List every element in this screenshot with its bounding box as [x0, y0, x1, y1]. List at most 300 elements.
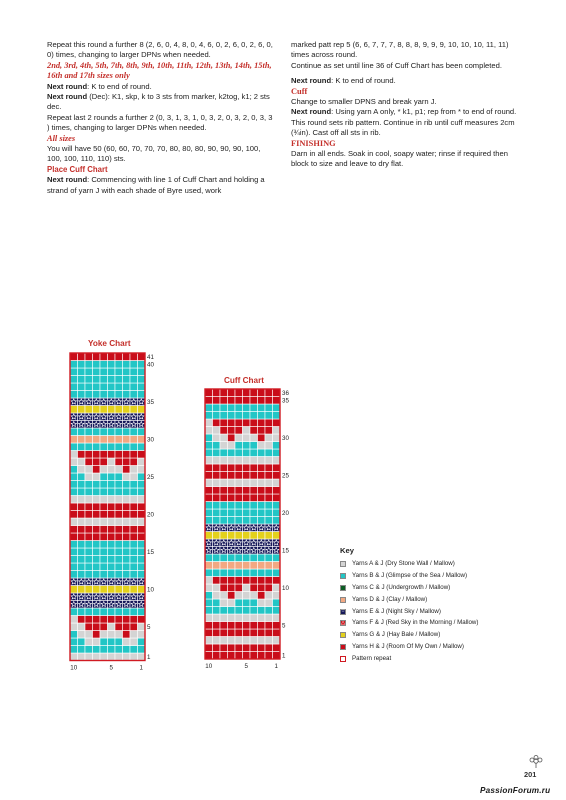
chart-cell [228, 509, 236, 517]
chart-cell [78, 361, 86, 369]
chart-cell [93, 526, 101, 534]
chart-cell [70, 631, 78, 639]
chart-cell [265, 509, 273, 517]
chart-cell [108, 556, 116, 564]
chart-cell [93, 376, 101, 384]
chart-cell [100, 533, 108, 541]
paragraph: Darn in all ends. Soak in cool, soapy water; rinse if required then block to size and leave to dry flat. [291, 149, 508, 169]
chart-cell [70, 586, 78, 594]
chart-cell [258, 532, 266, 540]
chart-cell [130, 481, 138, 489]
chart-cell [213, 479, 221, 487]
chart-cell [115, 443, 123, 451]
chart-cell [93, 511, 101, 519]
chart-cell [220, 457, 228, 465]
chart-cell [108, 406, 116, 414]
chart-cell [243, 502, 251, 510]
chart-cell [220, 389, 228, 397]
chart-cell [250, 472, 258, 480]
row-label: 25 [282, 472, 289, 480]
chart-cell [130, 616, 138, 624]
section-heading: All sizes [47, 133, 76, 143]
chart-cell [205, 404, 213, 412]
chart-cell [85, 653, 93, 661]
chart-cell [130, 638, 138, 646]
chart-cell [265, 472, 273, 480]
chart-cell [213, 472, 221, 480]
chart-cell [85, 526, 93, 534]
chart-cell [258, 412, 266, 420]
row-label: 36 [282, 390, 289, 398]
chart-cell [235, 614, 243, 622]
chart-cell [243, 457, 251, 465]
chart-cell [250, 449, 258, 457]
chart-cell [265, 614, 273, 622]
chart-cell [123, 436, 131, 444]
cuff-chart [205, 389, 305, 674]
chart-cell [70, 383, 78, 391]
chart-cell [258, 629, 266, 637]
chart-cell [108, 518, 116, 526]
chart-cell [243, 494, 251, 502]
chart-cell [115, 451, 123, 459]
chart-cell [235, 427, 243, 435]
chart-cell [265, 562, 273, 570]
chart-cell [108, 571, 116, 579]
chart-cell [213, 584, 221, 592]
chart-cell [273, 554, 281, 562]
chart-cell [205, 494, 213, 502]
chart-cell [115, 638, 123, 646]
chart-cell [70, 458, 78, 466]
chart-cell [243, 599, 251, 607]
chart-cell [115, 436, 123, 444]
chart-cell [130, 541, 138, 549]
chart-cell [138, 533, 146, 541]
chart-cell [243, 554, 251, 562]
chart-cell [85, 353, 93, 361]
chart-cell [273, 607, 281, 615]
chart-cell [138, 406, 146, 414]
paragraph: Continue as set until line 36 of Cuff Chart has been completed. [291, 60, 502, 70]
column-label: 5 [244, 663, 248, 670]
chart-cell [228, 442, 236, 450]
chart-cell [205, 472, 213, 480]
chart-cell [235, 644, 243, 652]
chart-cell [85, 451, 93, 459]
chart-cell [70, 451, 78, 459]
paragraph [291, 76, 521, 86]
chart-cell [250, 457, 258, 465]
chart-cell [93, 496, 101, 504]
row-label: 1 [147, 654, 151, 662]
chart-cell [78, 541, 86, 549]
row-label: 30 [282, 435, 289, 443]
chart-cell [273, 599, 281, 607]
chart-cell [100, 653, 108, 661]
chart-cell [243, 644, 251, 652]
color-swatch: △ [341, 619, 345, 626]
chart-cell [273, 442, 281, 450]
chart-cell [93, 608, 101, 616]
chart-cell [228, 494, 236, 502]
chart-cell [258, 427, 266, 435]
paragraph [47, 175, 277, 196]
chart-cell [138, 616, 146, 624]
chart-cell [130, 488, 138, 496]
chart-cell [235, 562, 243, 570]
chart-cell [273, 449, 281, 457]
chart-cell [85, 563, 93, 571]
chart-cell [250, 652, 258, 660]
chart-cell [250, 614, 258, 622]
chart-cell [115, 586, 123, 594]
chart-cell [78, 616, 86, 624]
flower-ornament-icon [526, 755, 546, 769]
chart-cell [213, 607, 221, 615]
chart-cell [250, 562, 258, 570]
chart-cell [258, 599, 266, 607]
chart-cell [138, 518, 146, 526]
chart-cell [130, 353, 138, 361]
chart-cell [220, 419, 228, 427]
chart-cell [265, 629, 273, 637]
chart-cell [100, 488, 108, 496]
chart-cell [100, 503, 108, 511]
chart-cell [138, 443, 146, 451]
chart-cell [228, 577, 236, 585]
chart-cell [243, 652, 251, 660]
chart-cell [123, 653, 131, 661]
chart-cell [130, 443, 138, 451]
chart-cell [243, 389, 251, 397]
chart-cell [265, 502, 273, 510]
chart-cell [123, 361, 131, 369]
chart-cell [250, 607, 258, 615]
chart-cell [235, 397, 243, 405]
chart-cell [93, 436, 101, 444]
chart-cell [258, 644, 266, 652]
chart-cell [85, 623, 93, 631]
chart-cell [205, 427, 213, 435]
chart-cell [138, 488, 146, 496]
chart-cell [213, 592, 221, 600]
chart-cell [85, 466, 93, 474]
chart-cell [273, 389, 281, 397]
chart-cell [265, 404, 273, 412]
key-item [340, 617, 478, 629]
chart-cell [243, 479, 251, 487]
chart-cell [115, 406, 123, 414]
chart-cell [115, 488, 123, 496]
chart-cell [100, 646, 108, 654]
chart-cell [213, 517, 221, 525]
paragraph: marked patt rep 5 (6, 6, 7, 7, 7, 8, 8, 8, 9, 9, 9, 10, 10, 10, 11, 11) times across round. [291, 40, 509, 60]
chart-cell [138, 481, 146, 489]
chart-cell [258, 479, 266, 487]
chart-cell [258, 584, 266, 592]
chart-cell [205, 554, 213, 562]
chart-cell [250, 412, 258, 420]
key-item [340, 629, 478, 641]
chart-cell [108, 511, 116, 519]
chart-cell [273, 427, 281, 435]
chart-cell [205, 652, 213, 660]
chart-cell [235, 412, 243, 420]
chart-cell [205, 464, 213, 472]
chart-cell [70, 488, 78, 496]
chart-cell [258, 472, 266, 480]
chart-cell [123, 488, 131, 496]
chart-cell [115, 526, 123, 534]
row-label: 41 [147, 354, 154, 362]
chart-cell [100, 436, 108, 444]
chart-cell [220, 427, 228, 435]
chart-cell [235, 532, 243, 540]
chart-cell [85, 391, 93, 399]
chart-cell [220, 442, 228, 450]
chart-cell [220, 584, 228, 592]
chart-cell [70, 368, 78, 376]
chart-cell [123, 458, 131, 466]
chart-cell [250, 584, 258, 592]
chart-cell [265, 592, 273, 600]
chart-cell [108, 353, 116, 361]
chart-cell [258, 562, 266, 570]
chart-cell [258, 569, 266, 577]
chart-cell [213, 532, 221, 540]
chart-cell [130, 428, 138, 436]
chart-cell [205, 622, 213, 630]
chart-cell [115, 608, 123, 616]
chart-cell [130, 631, 138, 639]
chart-cell [85, 533, 93, 541]
chart-cell [265, 412, 273, 420]
chart-cell [70, 361, 78, 369]
chart-cell [213, 644, 221, 652]
row-label: 40 [147, 361, 154, 369]
chart-cell [265, 554, 273, 562]
chart-cell [228, 637, 236, 645]
chart-cell [228, 457, 236, 465]
section-heading: 2nd, 3rd, 4th, 5th, 7th, 8th, 9th, 10th, 11th, 12th, 13th, 14th, 15th, 16th and 17th sizes only [47, 60, 272, 81]
chart-cell [228, 404, 236, 412]
chart-cell [273, 494, 281, 502]
key-list [340, 558, 478, 665]
chart-cell [205, 419, 213, 427]
chart-cell [273, 652, 281, 660]
chart-cell [70, 638, 78, 646]
chart-cell [115, 563, 123, 571]
label: Next round [47, 175, 88, 185]
chart-cell [205, 479, 213, 487]
chart-cell [273, 517, 281, 525]
chart-cell [70, 616, 78, 624]
chart-key [340, 547, 478, 665]
chart-cell [78, 481, 86, 489]
chart-cell [130, 368, 138, 376]
chart-cell [100, 368, 108, 376]
chart-cell [235, 607, 243, 615]
chart-cell [108, 376, 116, 384]
chart-cell [123, 608, 131, 616]
chart-cell [235, 419, 243, 427]
chart-cell [78, 638, 86, 646]
chart-cell [265, 397, 273, 405]
chart-cell [250, 397, 258, 405]
text: : Using yarn A only, * k1, p1; rep from * to end of round. [331, 107, 517, 117]
chart-cell [130, 646, 138, 654]
chart-cell [138, 473, 146, 481]
row-label: 20 [147, 511, 154, 519]
chart-cell [228, 412, 236, 420]
color-swatch [340, 561, 346, 567]
chart-cell [130, 436, 138, 444]
chart-cell [138, 638, 146, 646]
chart-cell [123, 571, 131, 579]
chart-cell [115, 503, 123, 511]
chart-cell [205, 569, 213, 577]
chart-cell [93, 563, 101, 571]
chart-cell [258, 592, 266, 600]
chart-cell [85, 631, 93, 639]
chart-cell [100, 406, 108, 414]
chart-cell [78, 443, 86, 451]
chart-cell [213, 622, 221, 630]
chart-cell [213, 419, 221, 427]
cuff-chart-svg [205, 389, 305, 674]
chart-cell [78, 511, 86, 519]
chart-cell [235, 472, 243, 480]
chart-cell [228, 464, 236, 472]
key-item [340, 570, 478, 582]
chart-cell [70, 376, 78, 384]
chart-cell [250, 622, 258, 630]
chart-cell [228, 562, 236, 570]
chart-cell [108, 496, 116, 504]
chart-cell [220, 607, 228, 615]
chart-cell [85, 638, 93, 646]
chart-cell [273, 629, 281, 637]
chart-cell [220, 502, 228, 510]
chart-cell [70, 571, 78, 579]
row-label: 5 [282, 622, 286, 630]
chart-cell [243, 517, 251, 525]
chart-cell [138, 608, 146, 616]
chart-cell [213, 494, 221, 502]
chart-cell [123, 631, 131, 639]
chart-cell [115, 571, 123, 579]
chart-cell [235, 577, 243, 585]
chart-cell [108, 451, 116, 459]
chart-cell [138, 353, 146, 361]
row-label: 10 [147, 586, 154, 594]
chart-cell [85, 473, 93, 481]
column-label: 1 [274, 663, 278, 670]
chart-cell [138, 391, 146, 399]
chart-cell [205, 487, 213, 495]
chart-cell [220, 487, 228, 495]
chart-cell [78, 646, 86, 654]
chart-cell [115, 458, 123, 466]
chart-cell [250, 637, 258, 645]
chart-cell [108, 623, 116, 631]
chart-cell [70, 653, 78, 661]
chart-cell [258, 434, 266, 442]
chart-cell [205, 449, 213, 457]
chart-cell [123, 563, 131, 571]
chart-cell [258, 509, 266, 517]
chart-cell [138, 526, 146, 534]
chart-cell [250, 434, 258, 442]
chart-cell [258, 464, 266, 472]
chart-cell [108, 548, 116, 556]
chart-cell [138, 376, 146, 384]
chart-cell [220, 412, 228, 420]
chart-cell [78, 526, 86, 534]
chart-cell [115, 653, 123, 661]
chart-cell [70, 548, 78, 556]
chart-cell [273, 412, 281, 420]
chart-cell [70, 646, 78, 654]
chart-cell [265, 427, 273, 435]
chart-cell [78, 563, 86, 571]
chart-cell [115, 496, 123, 504]
chart-cell [220, 569, 228, 577]
section-heading: FINISHING [291, 138, 336, 148]
chart-cell [85, 518, 93, 526]
chart-cell [250, 389, 258, 397]
chart-cell [258, 554, 266, 562]
row-label: 25 [147, 474, 154, 482]
chart-cell [115, 533, 123, 541]
chart-cell [243, 614, 251, 622]
chart-cell [93, 451, 101, 459]
chart-cell [243, 592, 251, 600]
chart-cell [228, 434, 236, 442]
text: : K to end of round. [87, 81, 152, 91]
chart-cell [93, 541, 101, 549]
chart-cell [273, 622, 281, 630]
chart-cell [235, 569, 243, 577]
chart-cell [115, 391, 123, 399]
chart-cell [220, 622, 228, 630]
chart-cell [213, 442, 221, 450]
chart-cell [258, 494, 266, 502]
chart-cell [123, 511, 131, 519]
chart-cell [138, 466, 146, 474]
chart-cell [70, 533, 78, 541]
key-label: Yarns F & J (Red Sky in the Morning / Mallow) [352, 619, 479, 627]
chart-cell [228, 487, 236, 495]
chart-cell [220, 404, 228, 412]
chart-cell [228, 419, 236, 427]
chart-cell [78, 406, 86, 414]
chart-cell [213, 637, 221, 645]
chart-cell [258, 397, 266, 405]
chart-cell [100, 548, 108, 556]
chart-cell [205, 509, 213, 517]
page-number: 201 [524, 770, 537, 779]
chart-cell [273, 509, 281, 517]
chart-cell [78, 488, 86, 496]
chart-cell [213, 509, 221, 517]
row-label: 35 [147, 399, 154, 407]
chart-cell [70, 563, 78, 571]
chart-cell [228, 502, 236, 510]
chart-cell [130, 608, 138, 616]
chart-cell [78, 608, 86, 616]
